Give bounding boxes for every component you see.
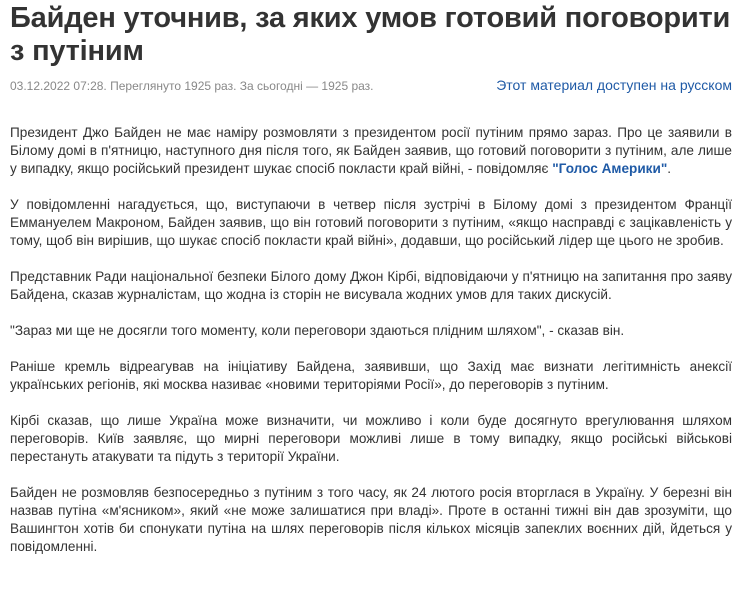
paragraph-4: "Зараз ми ще не досягли того моменту, коли переговори здаються плідним шляхом", - сказав він. bbox=[10, 323, 625, 338]
paragraph-1-text: Президент Джо Байден не має наміру розмовляти з президентом росії путіним прямо зараз. Про це заявили в Білому домі в п'ятницю, наступного дня після того, як Байден заявив, що готовий поговорити з путіним, але лише у випадку, якщо російський президент шукає спосіб покласти край війні, - повідомляє bbox=[10, 125, 732, 176]
source-link-voice-of-america[interactable]: "Голос Америки" bbox=[552, 161, 668, 176]
article-body bbox=[10, 124, 732, 556]
paragraph-1 bbox=[10, 124, 732, 178]
article bbox=[10, 0, 732, 574]
article-meta-row bbox=[10, 72, 732, 102]
article-meta: 03.12.2022 07:28. Переглянуто 1925 раз. За сьогодні — 1925 раз. bbox=[10, 79, 374, 93]
paragraph-2: У повідомленні нагадується, що, виступаючи в четвер після зустрічі в Білому домі з президентом Франції Еммануелем Макроном, Байден заявив, що він готовий поговорити з путіним, «якщо насправді є зацікавленість у тому, щоб він вирішив, що шукає спосіб покласти край війні», додавши, що російський лідер ще цього не зробив. bbox=[10, 197, 732, 248]
paragraph-7: Байден не розмовляв безпосередньо з путіним з того часу, як 24 лютого росія вторглася в Україну. У березні він назвав путіна «м'ясником», який «не може залишатися при владі». Проте в останні тижні він дав зрозуміти, що Вашингтон хотів би спонукати путіна на шлях переговорів після кількох місяців запеклих воєнних дій, йдеться у повідомленні. bbox=[10, 485, 732, 554]
paragraph-1-end: . bbox=[667, 161, 672, 176]
article-title: Байден уточнив, за яких умов готовий поговорити з путіним bbox=[10, 2, 731, 67]
paragraph-5: Раніше кремль відреагував на ініціативу Байдена, заявивши, що Захід має визнати легітимність анексії українських регіонів, які москва називає «новими територіями Росії», до переговорів з путіним. bbox=[10, 359, 732, 392]
paragraph-6: Кірбі сказав, що лише Україна може визначити, чи можливо і коли буде досягнуто врегулювання шляхом переговорів. Київ заявляє, що мирні переговори можливі лише в тому випадку, якщо російські військові перестануть атакувати та підуть з території України. bbox=[10, 413, 732, 464]
russian-version-link[interactable]: Этот материал доступен на русском bbox=[496, 77, 732, 93]
paragraph-3: Представник Ради національної безпеки Білого дому Джон Кірбі, відповідаючи у п'ятницю на запитання про заяву Байдена, сказав журналістам, що жодна із сторін не висувала жодних умов для таких дискусій. bbox=[10, 269, 732, 302]
